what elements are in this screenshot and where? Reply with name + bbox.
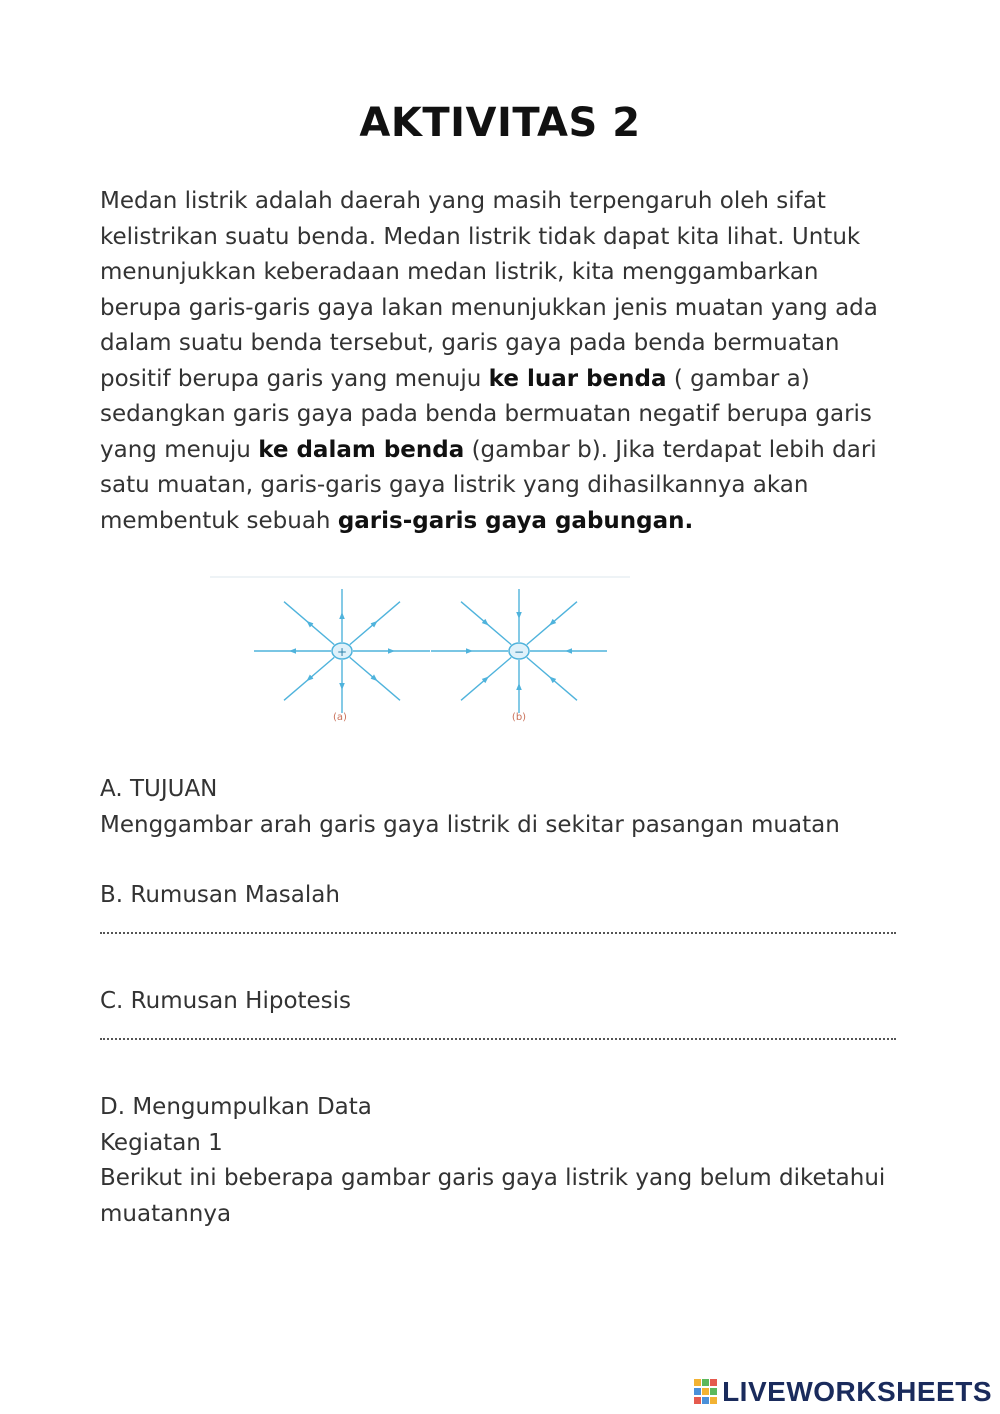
section-d-heading: D. Mengumpulkan Data: [100, 1094, 372, 1120]
positive-charge-sign: +: [336, 645, 348, 659]
electric-field-figure: [200, 572, 630, 732]
field-lines-diagram: [200, 572, 630, 732]
intro-text-3: (gambar b). Jika terdapat lebih dari satu muatan, garis-garis gaya listrik yang dihasilkannya akan membentuk sebuah: [100, 436, 877, 534]
answer-line-b[interactable]: [100, 932, 896, 934]
field-b-line-5: [461, 602, 511, 645]
negative-charge-sign: −: [513, 645, 525, 659]
field-a-arrow-5: [309, 623, 310, 624]
field-a-arrow-7: [374, 623, 375, 624]
field-b-arrow-3: [485, 679, 486, 680]
field-a-arrow-1: [374, 678, 375, 679]
field-b-arrow-1: [552, 679, 553, 680]
liveworksheets-logo: [694, 1376, 992, 1408]
figure-label-b: (b): [511, 712, 527, 723]
section-a-heading: A. TUJUAN: [100, 776, 218, 802]
liveworksheets-logo-text: LIVEWORKSHEETS: [722, 1376, 992, 1407]
answer-line-c[interactable]: [100, 1038, 896, 1040]
field-a-arrow-3: [309, 678, 310, 679]
intro-bold-1: ke luar benda: [488, 365, 667, 392]
field-b-arrow-5: [485, 622, 486, 623]
intro-paragraph: [100, 184, 900, 539]
figure-label-a: (a): [333, 712, 347, 723]
intro-text-2: ( gambar a) sedangkan garis gaya pada benda bermuatan negatif berupa garis yang menuju: [100, 365, 872, 463]
intro-bold-2: ke dalam benda: [258, 436, 465, 463]
field-b-line-3: [461, 657, 511, 700]
section-d-subheading: Kegiatan 1: [100, 1130, 223, 1156]
field-b-arrow-7: [552, 622, 553, 623]
section-b-heading: B. Rumusan Masalah: [100, 882, 340, 908]
section-d-text: Berikut ini beberapa gambar garis gaya listrik yang belum diketahui muatannya: [100, 1165, 886, 1227]
section-c-heading: C. Rumusan Hipotesis: [100, 988, 352, 1014]
intro-text-1: Medan listrik adalah daerah yang masih terpengaruh oleh sifat kelistrikan suatu benda. Medan listrik tidak dapat kita lihat. Untuk menunjukkan keberadaan medan listrik, kita menggambarkan berupa garis-garis gaya lakan menunjukkan jenis muatan yang ada dalam suatu benda tersebut, garis gaya pada benda bermuatan positif berupa garis yang menuju: [100, 188, 878, 392]
liveworksheets-logo-icon: [694, 1379, 718, 1405]
intro-bold-3: garis-garis gaya gabungan.: [337, 507, 694, 534]
section-a-text: Menggambar arah garis gaya listrik di sekitar pasangan muatan: [100, 812, 840, 838]
page-title: AKTIVITAS 2: [359, 100, 641, 146]
